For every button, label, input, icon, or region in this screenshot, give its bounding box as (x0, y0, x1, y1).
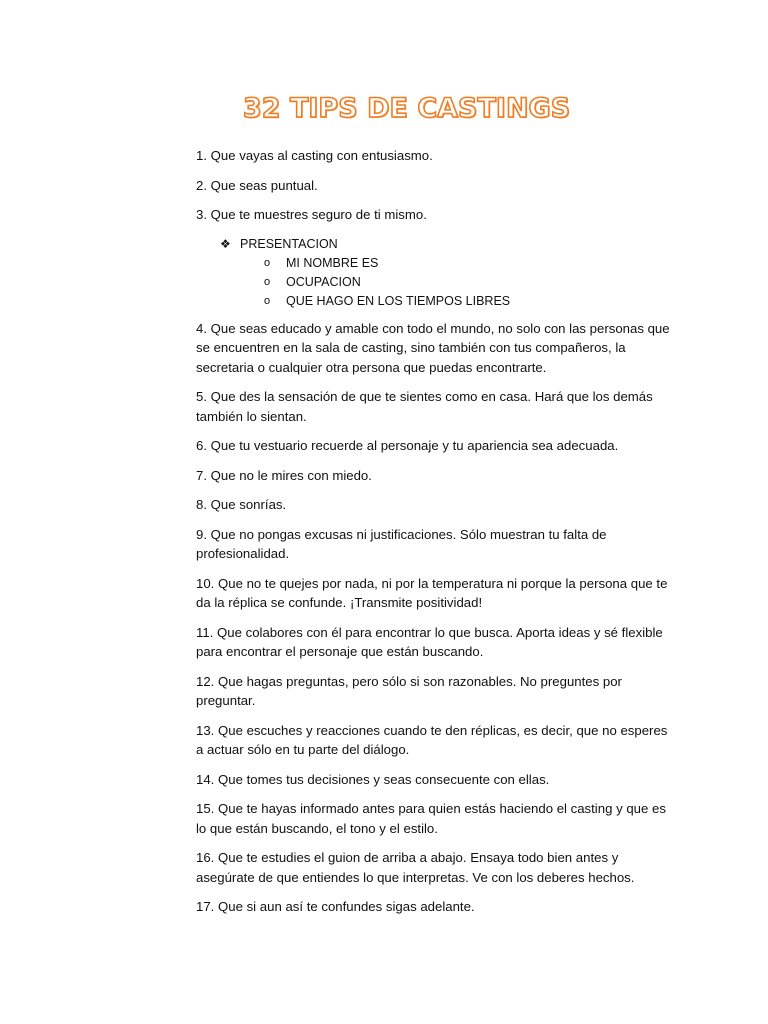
tip-item: 17. Que si aun así te confundes sigas adelante. (196, 899, 475, 914)
presentation-heading (196, 235, 676, 254)
circle-bullet-icon: o (264, 275, 271, 288)
presentation-sub-item (196, 273, 676, 292)
tip-item: 5. Que des la sensación de que te sientes como en casa. Hará que los demás también lo sientan. (196, 389, 653, 424)
presentation-sub-label: MI NOMBRE ES (286, 255, 379, 270)
tip-item: 11. Que colabores con él para encontrar lo que busca. Aporta ideas y sé flexible para encontrar el personaje que están buscando. (196, 624, 663, 659)
tip-item: 7. Que no le mires con miedo. (196, 467, 372, 483)
tip-item: 12. Que hagas preguntas, pero sólo si son razonables. No preguntes por preguntar. (196, 673, 622, 708)
circle-bullet-icon: o (264, 294, 271, 307)
tip-item: 14. Que tomes tus decisiones y seas consecuente con ellas. (196, 771, 550, 787)
circle-bullet-icon: o (264, 256, 271, 269)
presentation-sub-label: QUE HAGO EN LOS TIEMPOS LIBRES (286, 293, 511, 308)
presentation-section (196, 235, 676, 311)
tip-item: 4. Que seas educado y amable con todo el mundo, no solo con las personas que se encuentren en la sala de casting, sino también con tus compañeros, la secretaria o cualquier otra persona que puedas encontrarte. (196, 320, 670, 375)
tip-item: 6. Que tu vestuario recuerde al personaje y tu apariencia sea adecuada. (196, 438, 619, 453)
tip-item: 13. Que escuches y reacciones cuando te den réplicas, es decir, que no esperes a actuar sólo en tu parte del diálogo. (196, 722, 668, 757)
tip-item: 9. Que no pongas excusas ni justificaciones. Sólo muestran tu falta de profesionalidad. (196, 526, 607, 561)
tip-item: 10. Que no te quejes por nada, ni por la temperatura ni porque la persona que te da la réplica se confunde. ¡Transmite positividad! (196, 575, 668, 610)
tip-item: 16. Que te estudies el guion de arriba a abajo. Ensaya todo bien antes y asegúrate de que entiendes lo que interpretas. Ve con los deberes hechos. (196, 850, 635, 885)
tip-item: 3. Que te muestres seguro de ti mismo. (196, 207, 427, 222)
presentation-label: PRESENTACION (240, 236, 338, 251)
tip-item: 8. Que sonrías. (196, 497, 287, 512)
diamond-bullet-icon: ❖ (220, 236, 231, 251)
tip-item: 2. Que seas puntual. (196, 177, 318, 193)
tip-item: 15. Que te hayas informado antes para quien estás haciendo el casting y que es lo que están buscando, el tono y el estilo. (196, 801, 666, 836)
presentation-sub-item (196, 292, 676, 311)
document-title: 32 TIPS DE CASTINGS (243, 93, 571, 124)
presentation-sub-item (196, 254, 676, 273)
presentation-sub-label: OCUPACION (286, 274, 361, 289)
tips-list (196, 146, 676, 927)
tip-item: 1. Que vayas al casting con entusiasmo. (196, 148, 433, 163)
